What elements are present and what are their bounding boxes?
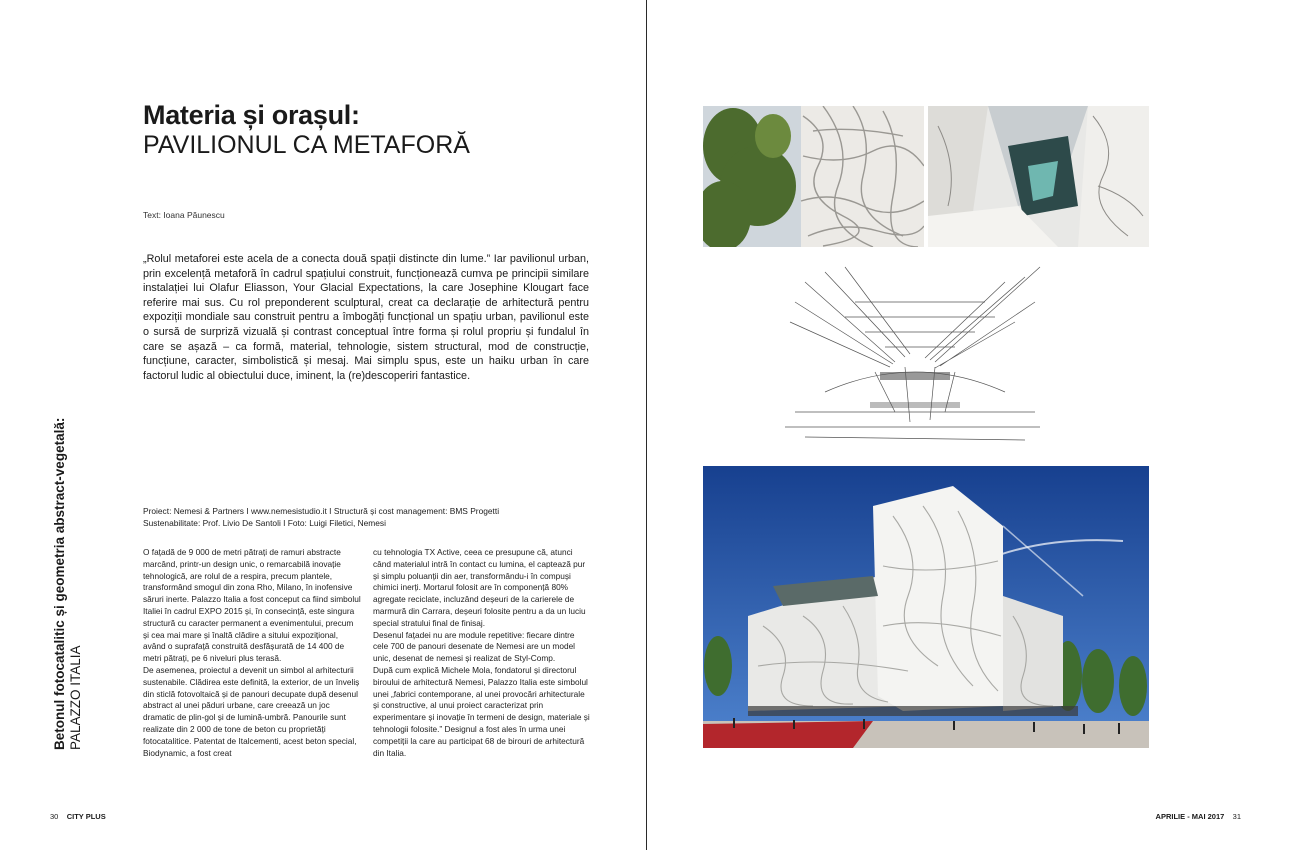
photo-facade-detail xyxy=(703,106,924,247)
credits-line: Proiect: Nemesi & Partners I www.nemesistudio.it I Structură și cost management: BMS Progetti xyxy=(143,506,500,516)
sketch-canopy-drawing xyxy=(785,262,1045,452)
credits-line: Sustenabilitate: Prof. Livio De Santoli I Foto: Luigi Filetici, Nemesi xyxy=(143,518,386,529)
vertical-project-name: PALAZZO ITALIA xyxy=(68,645,83,750)
photo-palazzo-italia-exterior xyxy=(703,466,1149,748)
body-column-left xyxy=(143,547,361,759)
byline: Text: Ioana Păunescu xyxy=(143,210,225,220)
vertical-title-line: Betonul fotocatalitic și geometria abstract-vegetală: xyxy=(52,417,67,750)
page-spine xyxy=(646,0,647,850)
page-number-left: 30 xyxy=(50,812,59,821)
article-subtitle: PAVILIONUL CA METAFORĂ xyxy=(143,131,470,159)
issue-date: APRILIE - MAI 2017 xyxy=(1155,812,1225,821)
magazine-name: CITY PLUS xyxy=(66,812,106,821)
body-paragraph: O fațadă de 9 000 de metri pătrați de ramuri abstracte marcând, printr-un design unic, o remarcabilă inovație tehnologică, are rolul de a respira, precum plantele, transformând smogul din zona Rho, Milano, în inofensive săruri inerte. Palazzo Italia a fost conceput ca fiind simbolul Italiei în cadrul EXPO 2015 și, în consecință, este singura structură cu caracter permanent a evenimentului, precum și cea mai mare și înaltă clădire a sitului expozițional, având o suprafață construită desfășurată de 14 400 de metri pătrați, pe 6 niveluri plus terasă. xyxy=(143,547,361,664)
project-credits xyxy=(143,505,499,530)
photo-interior-atrium xyxy=(928,106,1149,247)
body-paragraph: cu tehnologia TX Active, ceea ce presupune că, atunci când materialul intră în contact cu lumina, el captează pur și simplu poluanții din aer, transformându-i în compuși chimici inerți. Mortarul folosit are în componență 80% agregate reciclate, incluzând deșeuri de la carierele de marmură din Carrara, deșeuri folosite pentru a da un luciu special stratului final de finisaj. xyxy=(373,547,586,628)
body-column-right xyxy=(373,547,591,759)
footer-right xyxy=(1156,812,1241,821)
article-title: Materia și orașul: xyxy=(143,100,360,130)
vertical-section-title xyxy=(52,418,84,750)
footer-left xyxy=(50,812,106,821)
lead-paragraph: „Rolul metaforei este acela de a conecta două spații distincte din lume.” Iar pavilionul urban, prin excelență metaforă în cadrul spațiului construit, funcționează cumva pe principii similare instalației lui Olafur Eliasson, Your Glacial Expectations, la care Josephine Klougart face referire mai sus. Cu rol preponderent sculptural, creat ca declarație de arhitectură pentru expoziții mondiale sau construit pentru a îmbogăți funcțional un spațiu urban, pavilionul este o sursă de surpriză vizuală și contrast conceptual între forma și rolul propriu și fundalul în care se așază – ca formă, material, tehnologie, sistem structural, mod de construcție, funcțiune, caracter, simbolistică și mesaj. Mai simplu spus, este un haiku urban în care factorul ludic al obiectului duce, iminent, la (re)descoperiri fantastice. xyxy=(143,253,589,382)
body-paragraph: De asemenea, proiectul a devenit un simbol al arhitecturii sustenabile. Clădirea este definită, la exterior, de un înveliș din sticlă fotovoltaică și de panouri decupate după desenul abstract al unei păduri urbane, care creează un joc dramatic de plin-gol și de lumină-umbră. Panourile sunt realizate din 2 000 de tone de beton cu proprietăți fotocatalitice. Patentat de Italcementi, acest beton special, Biodynamic, a fost creat xyxy=(143,664,360,758)
body-paragraph: Desenul fațadei nu are module repetitive: fiecare dintre cele 700 de panouri desenate de Nemesi are un model unic, desenat de nemesi și realizat de Styl-Comp. xyxy=(373,629,576,664)
body-paragraph: După cum explică Michele Mola, fondatorul și directorul biroului de arhitectură Nemesi, Palazzo Italia este simbolul unei „fabrici contemporane, al unei provocări arhitecturale și constructive, al unui proiect caracterizat prin experimentare și inovație în termeni de design, materiale și tehnologii folosite.” Designul a fost ales în urma unei competiții la care au participat 68 de birouri de arhitectură din Italia. xyxy=(373,664,590,758)
page-number-right: 31 xyxy=(1232,812,1241,821)
